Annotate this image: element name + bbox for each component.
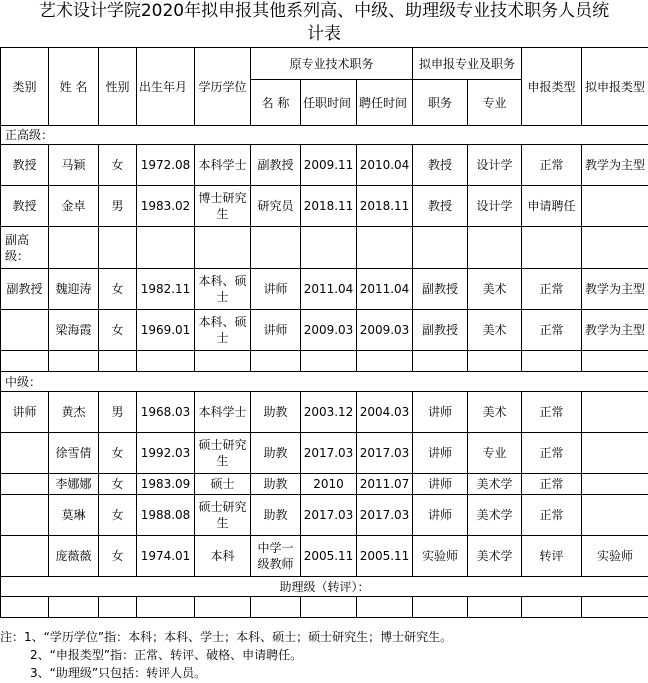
cell-apply-type: 正常	[522, 392, 582, 433]
cell-category	[1, 495, 49, 536]
cell-apply-post: 讲师	[413, 474, 468, 495]
cell-orig-title: 助教	[251, 433, 301, 474]
cell-orig-title: 助教	[251, 474, 301, 495]
document-title	[0, 0, 648, 46]
empty-cell	[522, 351, 582, 372]
cell-gender: 男	[99, 186, 137, 227]
header-plan-type: 拟申报类型	[582, 48, 648, 126]
spacer-row	[1, 351, 648, 372]
cell-degree: 硕士研究生	[195, 495, 251, 536]
cell-name: 魏迎涛	[49, 269, 99, 310]
table-row	[1, 474, 648, 495]
cell-apply-major: 美术	[468, 310, 522, 351]
cell-birth: 1983.09	[137, 474, 195, 495]
header-orig-appoint: 聘任时间	[357, 80, 413, 126]
note-2: 2、“申报类型”指：正常、转评、破格、申请聘任。	[30, 648, 303, 662]
cell-orig-appoint: 2009.03	[357, 310, 413, 351]
cell-birth: 1983.02	[137, 186, 195, 227]
cell-apply-type: 正常	[522, 145, 582, 186]
cell-category	[1, 536, 49, 577]
cell-gender: 女	[99, 145, 137, 186]
cell-name: 李娜娜	[49, 474, 99, 495]
header-apply-post: 职务	[413, 80, 468, 126]
notes	[0, 628, 648, 682]
cell-plan-type: 教学为主型	[582, 310, 648, 351]
cell-apply-type: 正常	[522, 433, 582, 474]
empty-cell	[468, 597, 522, 618]
cell-orig-appoint: 2011.07	[357, 474, 413, 495]
cell-orig-date: 2017.03	[301, 433, 357, 474]
cell-degree: 本科、硕士	[195, 310, 251, 351]
empty-cell	[522, 227, 582, 269]
cell-apply-type: 正常	[522, 474, 582, 495]
cell-orig-title: 研究员	[251, 186, 301, 227]
cell-degree: 硕士研究生	[195, 433, 251, 474]
cell-name: 莫琳	[49, 495, 99, 536]
cell-apply-post: 教授	[413, 145, 468, 186]
cell-apply-type: 正常	[522, 495, 582, 536]
section-row-assistant	[1, 577, 648, 597]
spacer-row	[1, 597, 648, 618]
cell-apply-type: 申请聘任	[522, 186, 582, 227]
cell-birth: 1982.11	[137, 269, 195, 310]
cell-apply-major: 美术学	[468, 536, 522, 577]
empty-cell	[195, 227, 251, 269]
empty-cell	[195, 597, 251, 618]
cell-apply-post: 副教授	[413, 269, 468, 310]
cell-degree: 博士研究生	[195, 186, 251, 227]
cell-degree: 本科、硕士	[195, 269, 251, 310]
header-orig-date: 任职时间	[301, 80, 357, 126]
cell-orig-appoint: 2004.03	[357, 392, 413, 433]
cell-orig-title: 讲师	[251, 310, 301, 351]
note-1: 注：1、“学历学位”指：本科；本科、学士；本科、硕士；硕士研究生；博士研究生。	[0, 630, 453, 644]
empty-cell	[582, 597, 648, 618]
cell-orig-date: 2009.11	[301, 145, 357, 186]
empty-cell	[195, 351, 251, 372]
table-row	[1, 186, 648, 227]
cell-birth: 1988.08	[137, 495, 195, 536]
cell-birth: 1992.03	[137, 433, 195, 474]
cell-orig-appoint: 2018.11	[357, 186, 413, 227]
cell-apply-post: 讲师	[413, 392, 468, 433]
cell-name: 马颖	[49, 145, 99, 186]
cell-apply-major: 美术学	[468, 474, 522, 495]
section-row-mid	[1, 372, 648, 392]
section-label-mid: 中级：	[1, 372, 648, 392]
cell-birth: 1968.03	[137, 392, 195, 433]
empty-cell	[357, 597, 413, 618]
empty-cell	[301, 597, 357, 618]
header-gender: 性别	[99, 48, 137, 126]
cell-plan-type: 教学为主型	[582, 145, 648, 186]
cell-gender: 男	[99, 392, 137, 433]
cell-orig-appoint: 2017.03	[357, 433, 413, 474]
cell-orig-title: 助教	[251, 495, 301, 536]
section-label-assistant: 助理级（转评）：	[1, 577, 648, 597]
title-line-2: 计表	[307, 24, 341, 44]
header-apply-group: 拟申报专业及职务	[413, 48, 522, 80]
cell-orig-date: 2003.12	[301, 392, 357, 433]
header-apply-type: 申报类型	[522, 48, 582, 126]
header-orig-title: 名 称	[251, 80, 301, 126]
empty-cell	[137, 597, 195, 618]
cell-gender: 女	[99, 474, 137, 495]
empty-cell	[468, 227, 522, 269]
cell-orig-appoint: 2017.03	[357, 495, 413, 536]
empty-cell	[582, 351, 648, 372]
cell-apply-type: 正常	[522, 269, 582, 310]
cell-orig-title: 副教授	[251, 145, 301, 186]
cell-apply-major: 设计学	[468, 186, 522, 227]
empty-cell	[49, 597, 99, 618]
cell-apply-major: 美术	[468, 269, 522, 310]
cell-birth: 1974.01	[137, 536, 195, 577]
note-3: 3、“助理级”只包括：转评人员。	[30, 666, 207, 680]
cell-category	[1, 474, 49, 495]
table-row	[1, 392, 648, 433]
cell-gender: 女	[99, 310, 137, 351]
cell-gender: 女	[99, 433, 137, 474]
cell-apply-major: 美术	[468, 392, 522, 433]
cell-gender: 女	[99, 269, 137, 310]
cell-plan-type	[582, 495, 648, 536]
empty-cell	[1, 597, 49, 618]
cell-name: 徐雪倩	[49, 433, 99, 474]
empty-cell	[137, 351, 195, 372]
cell-name: 黄杰	[49, 392, 99, 433]
empty-cell	[99, 227, 137, 269]
cell-orig-appoint: 2005.11	[357, 536, 413, 577]
cell-gender: 女	[99, 536, 137, 577]
header-degree: 学历学位	[195, 48, 251, 126]
empty-cell	[413, 227, 468, 269]
empty-cell	[251, 351, 301, 372]
cell-category: 讲师	[1, 392, 49, 433]
cell-plan-type: 实验师	[582, 536, 648, 577]
cell-name: 梁海霞	[49, 310, 99, 351]
cell-apply-post: 讲师	[413, 433, 468, 474]
header-orig-group: 原专业技术职务	[251, 48, 413, 80]
empty-cell	[251, 227, 301, 269]
header-name: 姓 名	[49, 48, 99, 126]
empty-cell	[522, 597, 582, 618]
cell-apply-post: 讲师	[413, 495, 468, 536]
cell-apply-major: 美术学	[468, 495, 522, 536]
cell-orig-date: 2011.04	[301, 269, 357, 310]
cell-orig-date: 2018.11	[301, 186, 357, 227]
cell-gender: 女	[99, 495, 137, 536]
empty-cell	[99, 351, 137, 372]
cell-orig-date: 2010	[301, 474, 357, 495]
empty-cell	[49, 227, 99, 269]
cell-plan-type	[582, 474, 648, 495]
table-row	[1, 433, 648, 474]
table-row	[1, 269, 648, 310]
cell-orig-title: 讲师	[251, 269, 301, 310]
cell-apply-major: 专业	[468, 433, 522, 474]
section-label-vice: 副高级：	[1, 227, 49, 269]
cell-category: 教授	[1, 145, 49, 186]
cell-orig-date: 2017.03	[301, 495, 357, 536]
table-row	[1, 310, 648, 351]
header-birth: 出生年月	[137, 48, 195, 126]
empty-cell	[49, 351, 99, 372]
empty-cell	[99, 597, 137, 618]
cell-birth: 1972.08	[137, 145, 195, 186]
cell-orig-date: 2009.03	[301, 310, 357, 351]
table-row	[1, 495, 648, 536]
cell-degree: 本科学士	[195, 392, 251, 433]
cell-degree: 本科	[195, 536, 251, 577]
empty-cell	[301, 351, 357, 372]
section-row-vice	[1, 227, 648, 269]
empty-cell	[251, 597, 301, 618]
empty-cell	[357, 351, 413, 372]
table-row	[1, 536, 648, 577]
staff-table	[0, 47, 648, 618]
cell-orig-date: 2005.11	[301, 536, 357, 577]
cell-apply-major: 设计学	[468, 145, 522, 186]
empty-cell	[413, 597, 468, 618]
header-row-1	[1, 48, 648, 80]
table-row	[1, 145, 648, 186]
cell-apply-post: 副教授	[413, 310, 468, 351]
section-label-senior: 正高级：	[1, 126, 648, 145]
empty-cell	[582, 227, 648, 269]
cell-plan-type: 教学为主型	[582, 269, 648, 310]
empty-cell	[137, 227, 195, 269]
cell-degree: 硕士	[195, 474, 251, 495]
cell-category	[1, 433, 49, 474]
cell-degree: 本科学士	[195, 145, 251, 186]
cell-category: 副教授	[1, 269, 49, 310]
cell-category	[1, 310, 49, 351]
cell-name: 庞薇薇	[49, 536, 99, 577]
cell-apply-post: 教授	[413, 186, 468, 227]
cell-plan-type	[582, 392, 648, 433]
cell-birth: 1969.01	[137, 310, 195, 351]
cell-name: 金卓	[49, 186, 99, 227]
title-line-1: 艺术设计学院2020年拟申报其他系列高、中级、助理级专业技术职务人员统	[38, 1, 610, 21]
cell-plan-type	[582, 433, 648, 474]
header-category: 类别	[1, 48, 49, 126]
cell-plan-type	[582, 186, 648, 227]
header-apply-major: 专业	[468, 80, 522, 126]
empty-cell	[468, 351, 522, 372]
cell-orig-appoint: 2011.04	[357, 269, 413, 310]
section-row-senior	[1, 126, 648, 145]
cell-apply-post: 实验师	[413, 536, 468, 577]
cell-orig-appoint: 2010.04	[357, 145, 413, 186]
cell-apply-type: 正常	[522, 310, 582, 351]
empty-cell	[413, 351, 468, 372]
empty-cell	[1, 351, 49, 372]
empty-cell	[357, 227, 413, 269]
cell-apply-type: 转评	[522, 536, 582, 577]
cell-orig-title: 中学一级教师	[251, 536, 301, 577]
empty-cell	[301, 227, 357, 269]
cell-category: 教授	[1, 186, 49, 227]
cell-orig-title: 助教	[251, 392, 301, 433]
